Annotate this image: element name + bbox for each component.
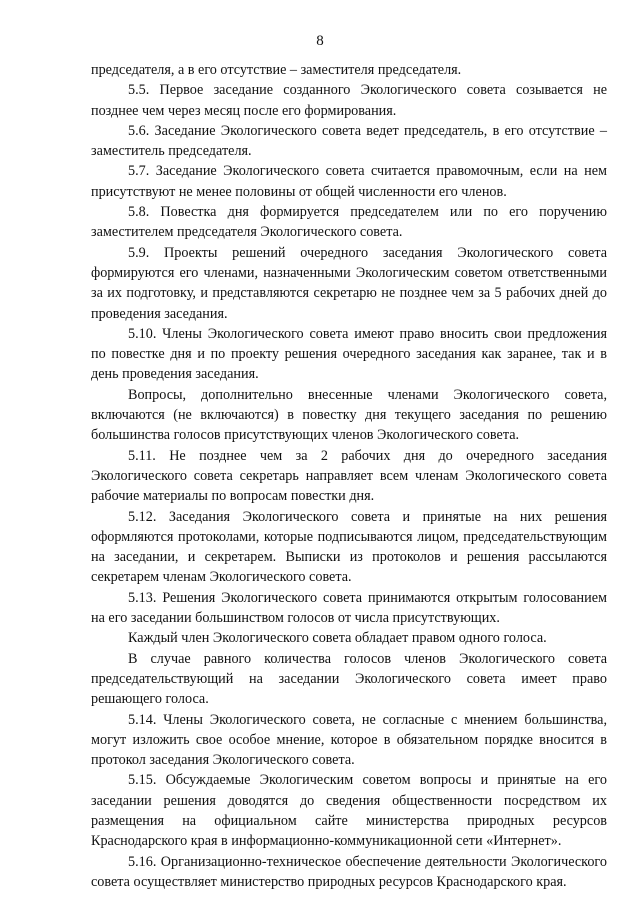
document-body <box>91 60 607 892</box>
paragraph-5-7: 5.7. Заседание Экологического совета считается правомочным, если на нем присутствуют не менее половины от общей численности его членов. <box>91 163 607 200</box>
paragraph-5-6: 5.6. Заседание Экологического совета ведет председатель, в его отсутствие – заместитель председателя. <box>91 122 607 160</box>
paragraph-5-10: 5.10. Члены Экологического совета имеют право вносить свои предложения по повестке дня и по проекту решения очередного заседания как заранее, так и в день проведения заседания. <box>91 325 607 383</box>
paragraph-5-12: 5.12. Заседания Экологического совета и принятые на них решения оформляются протоколами, которые подписываются лицом, председательствующим на заседании, и секретарем. Выписки из протоколов и решения рассылаются секретарем членам Экологического совета. <box>91 508 607 586</box>
page-number: 8 <box>316 33 324 49</box>
paragraph-one-vote: Каждый член Экологического совета обладает правом одного голоса. <box>128 630 547 647</box>
paragraph-5-16: 5.16. Организационно-техническое обеспечение деятельности Экологического совета осуществляет министерство природных ресурсов Краснодарского края. <box>91 853 607 890</box>
paragraph-tie-vote: В случае равного количества голосов членов Экологического совета председательствующий на заседании Экологического совета имеет право решающего голоса. <box>91 650 607 708</box>
paragraph-continuation: председателя, а в его отсутствие – заместителя председателя. <box>91 62 462 78</box>
paragraph-5-13: 5.13. Решения Экологического совета принимаются открытым голосованием на его заседании большинством голосов от числа присутствующих. <box>91 589 607 627</box>
paragraph-5-8: 5.8. Повестка дня формируется председателем или по его поручению заместителем председателя Экологического совета. <box>91 204 607 241</box>
paragraph-5-9: 5.9. Проекты решений очередного заседания Экологического совета формируются его членами, назначенными Экологическим советом ответственными за их подготовку, и представляются секретарю не позднее чем за 5 рабочих дней до проведения заседания. <box>91 244 607 322</box>
paragraph-5-5: 5.5. Первое заседание созданного Экологического совета созывается не позднее чем через месяц после его формирования. <box>91 82 607 119</box>
paragraph-additional-questions: Вопросы, дополнительно внесенные членами Экологического совета, включаются (не включаются) в повестку дня текущего заседания по решению большинства голосов присутствующих членов Экологического совета. <box>91 386 607 444</box>
paragraph-5-15: 5.15. Обсуждаемые Экологическим советом вопросы и принятые на его заседании решения доводятся до сведения общественности посредством их размещения на официальном сайте министерства природных ресурсов Краснодарского края в информационно-коммуникационной сети «Интернет». <box>91 772 607 850</box>
paragraph-5-14: 5.14. Члены Экологического совета, не согласные с мнением большинства, могут изложить свое особое мнение, которое в обязательном порядке вносится в протокол заседания Экологического совета. <box>91 711 607 769</box>
paragraph-5-11: 5.11. Не позднее чем за 2 рабочих дня до очередного заседания Экологического совета секретарь направляет всем членам Экологического совета рабочие материалы по вопросам повестки дня. <box>91 447 607 505</box>
